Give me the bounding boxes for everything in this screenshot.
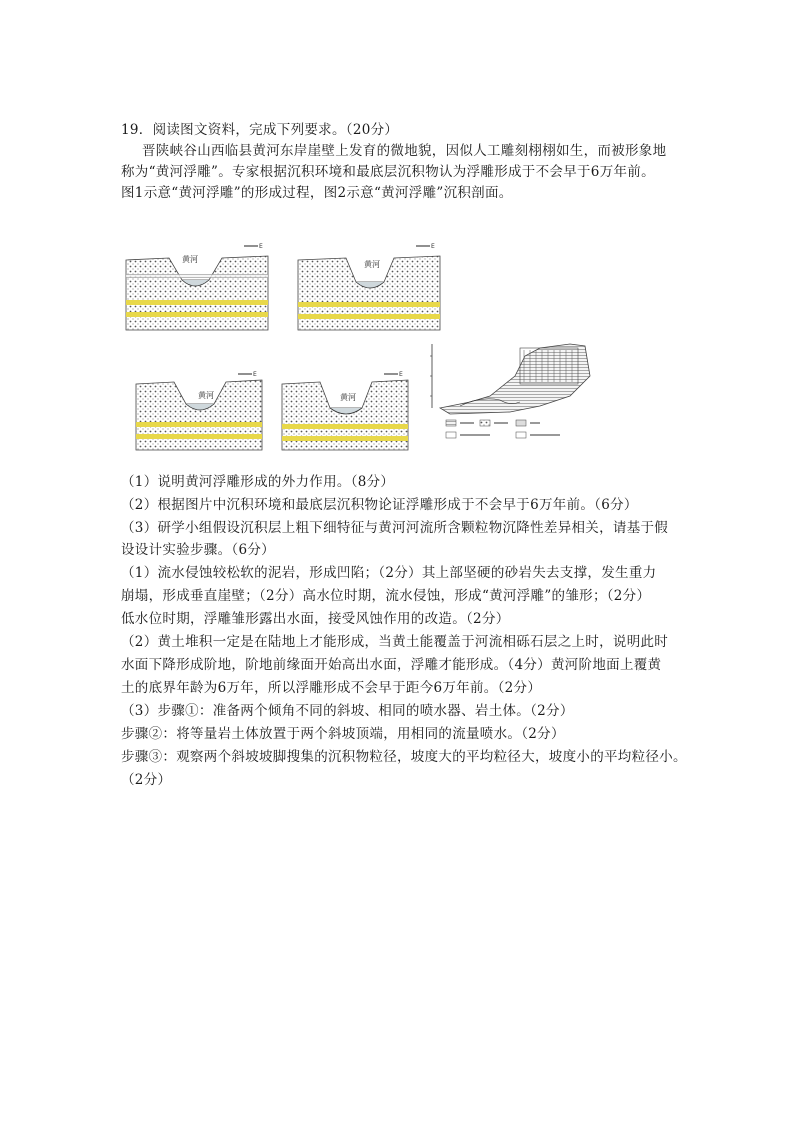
sub-question-3: （3）研学小组假设沉积层上粗下细特征与黄河河流所含颗粒物沉降性差异相关，请基于假 [121, 520, 669, 536]
sub-question-1: （1）说明黄河浮雕形成的外力作用。（8分） [121, 474, 395, 490]
east-arrow-label: E [259, 243, 263, 250]
east-arrow-label: E [431, 243, 435, 250]
answer-line-7: （3）步骤①：准备两个倾角不同的斜坡、相同的喷水器、岩土体。（2分） [121, 703, 574, 719]
figure1-panel-a [124, 240, 270, 332]
answer-line-6: 土的底界年龄为6万年，所以浮雕形成不会早于距今6万年前。（2分） [121, 680, 542, 696]
intro-line-3: 图1示意“黄河浮雕”的形成过程，图2示意“黄河浮雕”沉积剖面。 [121, 185, 513, 201]
river-label: 黄河 [364, 260, 380, 269]
figure1-panel-d [280, 370, 410, 452]
figure1-panel-b [296, 240, 442, 332]
river-label: 黄河 [182, 255, 198, 264]
sub-question-2: （2）根据图片中沉积环境和最底层沉积物论证浮雕形成于不会早于6万年前。（6分） [121, 497, 638, 513]
river-label: 黄河 [340, 393, 356, 402]
intro-line-2: 称为“黄河浮雕”。专家根据沉积环境和最底层沉积物认为浮雕形成于不会早于6万年前。 [121, 164, 655, 180]
answer-line-5: 水面下降形成阶地，阶地前缘面开始高出水面，浮雕才能形成。（4分）黄河阶地面上覆黄 [121, 657, 662, 673]
answer-line-4: （2）黄土堆积一定是在陆地上才能形成，当黄土能覆盖于河流相砾石层之上时，说明此时 [121, 634, 669, 650]
answer-line-10: （2分） [121, 772, 172, 788]
intro-line-1: 晋陕峡谷山西临县黄河东岸崖壁上发育的微地貌，因似人工雕刻栩栩如生，而被形象地 [142, 143, 667, 159]
answer-line-9: 步骤③：观察两个斜坡坡脚搜集的沉积物粒径，坡度大的平均粒径大，坡度小的平均粒径小。 [121, 749, 687, 765]
figure1-panel-c [134, 370, 264, 452]
answer-line-1: （1）流水侵蚀较松软的泥岩，形成凹陷；（2分）其上部坚硬的砂岩失去支撑，发生重力 [121, 565, 657, 581]
river-label: 黄河 [198, 391, 214, 400]
answer-line-8: 步骤②：将等量岩土体放置于两个斜坡顶端，用相同的流量喷水。（2分） [121, 726, 565, 742]
answer-line-3: 低水位时期，浮雕雏形露出水面，接受风蚀作用的改造。（2分） [121, 611, 510, 627]
east-arrow-label: E [399, 371, 403, 378]
east-arrow-label: E [253, 371, 257, 378]
answer-line-2: 崩塌，形成垂直崖壁；（2分）高水位时期，流水侵蚀，形成“黄河浮雕”的雏形；（2分） [121, 588, 651, 604]
sub-question-3-cont: 设设计实验步骤。（6分） [121, 542, 275, 558]
question-title: 19．阅读图文资料，完成下列要求。（20分） [121, 122, 399, 138]
figure2-sediment-profile [420, 336, 600, 452]
